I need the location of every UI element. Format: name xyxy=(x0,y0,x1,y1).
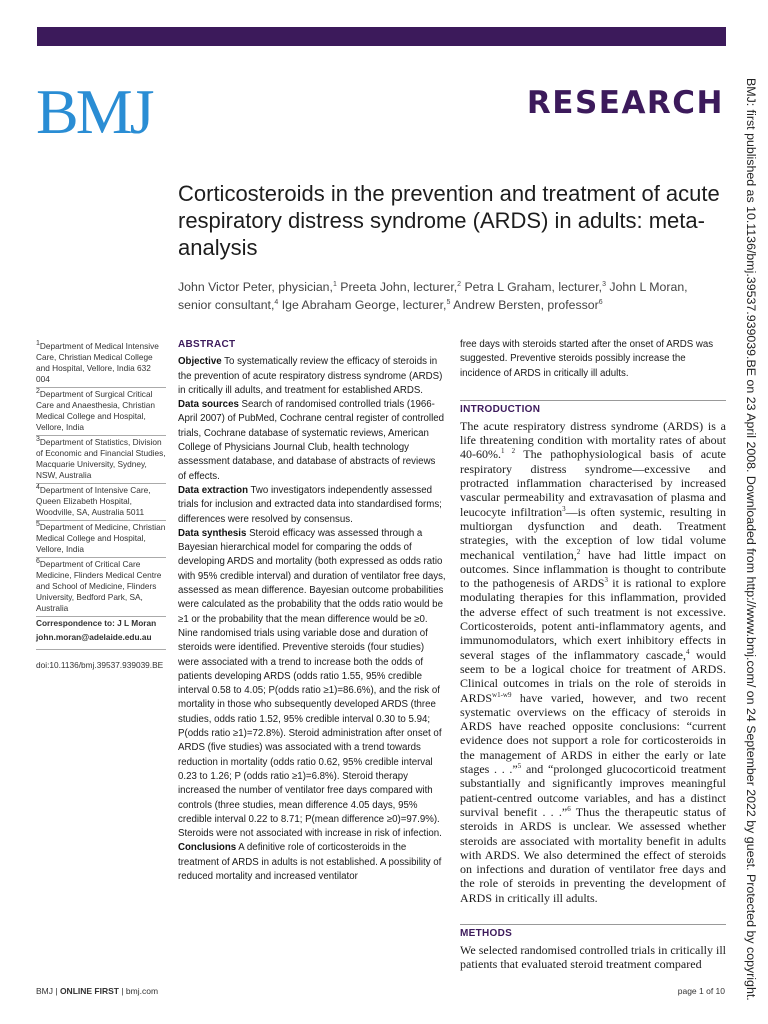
abstract-conclusions: Conclusions A definitive role of corticosteroids in the treatment of ARDS in adults is not established. A possibility of reduced mortality and increased ventilator xyxy=(178,842,442,882)
author: Preeta John, lecturer, xyxy=(336,280,458,294)
author-affil-ref: 2 xyxy=(457,280,462,288)
author-list xyxy=(178,278,708,314)
author-affil-ref: 1 xyxy=(332,280,337,288)
affiliations xyxy=(36,341,166,674)
author: Andrew Bersten, professor xyxy=(450,298,599,312)
header-bar xyxy=(37,27,726,46)
introduction-body: The acute respiratory distress syndrome (ARDS) is a life threatening condition with mortality rates of about 40-60%.$^{1 2}$ The pathophysiological basis of acute respiratory distress syndrome—excessive and protracted inflammation characterised by increased vascular permeability and extravasation of plasma and leucocyte infiltration$^3$—is often systemic, resulting in multiorgan dysfunction and death. Treatment strategies, with the exception of low tidal volume mechanical ventilation,$^2$ have had little impact on outcomes. Since inflammation is thought to contribute to the pathogenesis of ARDS$^3$ it is rational to explore modulating therapies for this inflammation, provided the adverse effect of such treatment is not excessive. Corticosteroids, potent anti-inflammatory agents, and immunomodulators, which exert inhibitory effects in several stages of the inflammatory cascade,$^4$ would seem to be a logical choice for treatment of ARDS. Clinical outcomes in trials on the role of steroids in $ARDS^{w1-w9}$ have varied, however, and two recent systematic overviews on the efficacy of steroids in ARDS have reached opposite conclusions: “current evidence does not support a role for corticosteroids in the management of ARDS in either the early or late stages . . .”$^5$ and “prolonged glucocorticoid treatment substantially and significantly improves meaningful patient-centred outcome variables, and has a distinct survival benefit . . .”$^6$ Thus the therapeutic status of steroids in ARDS is unclear. We assessed whether steroids are associated with mortality benefit in adults with ARDS. We also determined the effect of steroids on infections and duration of ventilator free days and the role of steroids in preventing the development of ARDS in critically ill adults. xyxy=(460,418,727,905)
abstract-objective: Objective To systematically review the efficacy of steroids in the prevention of acute respiratory distress syndrome (ARDS) in critically ill adults, and treatment for established ARDS. xyxy=(178,356,443,396)
footer-journal: BMJ xyxy=(36,986,53,996)
methods-body: We selected randomised controlled trials in critically ill patients that evaluated steroid treatment compared xyxy=(460,942,726,972)
journal-logo: BMJ xyxy=(36,76,152,147)
affiliation: $^6$Department of Critical Care Medicine, Flinders Medical Centre and School of Medicine, Flinders University, Bedford Park, SA, Australia xyxy=(36,559,166,617)
side-note xyxy=(742,78,760,1001)
correspondence-email[interactable]: john.moran@adelaide.edu.au xyxy=(36,632,166,650)
side-note-text: BMJ: first published as 10.1136/bmj.39537.939039.BE on 23 April 2008. Downloaded from http://www.bmj.com/ on 24 September 2022 by guest. Protected by copyright. xyxy=(744,78,758,1001)
section-label: RESEARCH xyxy=(526,85,724,121)
footer-site-link[interactable]: bmj.com xyxy=(125,986,159,996)
footer-online-first: ONLINE FIRST xyxy=(59,986,119,996)
abstract xyxy=(178,338,446,884)
methods-heading: METHODS xyxy=(460,924,726,939)
affiliation: $^3$Department of Statistics, Division of Economic and Financial Studies, Macquarie University, Sydney, NSW, Australia xyxy=(36,437,166,484)
page-number: page 1 of 10 xyxy=(677,986,725,996)
abstract-data-synthesis: Data synthesis Steroid efficacy was assessed through a Bayesian hierarchical model for comparing the odds of developing ARDS and mortality (both expressed as odds ratio with 95% credible interval) and duration of ventilator free days, assessed as mean difference. Bayesian outcome probabilities were calculated as the probability that the odds ratio would be ≥1 or the probability that the mean difference would be ≥0. Nine randomised trials using variable dose and duration of steroids were identified. Preventive steroids (four studies) were associated with a trend to increase both the odds of patients developing ARDS (odds ratio 1.55, 95% credible interval 0.58 to 4.05; P(odds ratio ≥1)=86.6%), and the risk of mortality in those who subsequently developed ARDS (three studies, odds ratio 1.52, 95% credible interval 0.30 to 5.94; P(odds ratio ≥1)=72.8%). Steroid administration after onset of ARDS (five studies) was associated with a trend towards reduction in mortality (odds ratio 0.62, 95% credible interval 0.23 to 1.26; P (odds ratio ≥1)=6.8%). Steroid therapy increased the number of ventilator free days compared with controls (three studies, mean difference 4.05 days, 95% credible interval 0.22 to 8.71; P(mean difference ≥0)=97.9%). Steroids were not associated with increase in risk of infection. xyxy=(178,527,446,840)
author-affil-ref: 3 xyxy=(602,280,606,288)
abstract-data-extraction: Data extraction Two investigators independently assessed trials for inclusion and extracted data into standardised forms; differences were resolved by consensus. xyxy=(178,484,442,525)
right-column xyxy=(460,338,726,972)
affiliation: $^1$Department of Medical Intensive Care, Christian Medical College and Hospital, Vellore, India 632 004 xyxy=(36,341,166,388)
author: Ige Abraham George, lecturer, xyxy=(278,298,447,312)
author: John Victor Peter, physician, xyxy=(178,280,333,294)
introduction-heading: INTRODUCTION xyxy=(460,400,726,415)
abstract-heading: ABSTRACT xyxy=(178,339,236,350)
correspondence-label: Correspondence to: J L Moran xyxy=(36,618,157,628)
footer-left: BMJ | ONLINE FIRST | bmj.com xyxy=(36,986,159,996)
doi[interactable]: doi:10.1136/bmj.39537.939039.BE xyxy=(36,660,164,670)
author: John L Moran, senior consultant, xyxy=(178,280,688,312)
author-affil-ref: 4 xyxy=(274,298,279,306)
affiliation: $^5$Department of Medicine, Christian Medical College and Hospital, Vellore, India xyxy=(36,522,166,558)
abstract-data-sources: Data sources Search of randomised controlled trials (1966-April 2007) of PubMed, Cochrane central register of controlled trials, Cochrane database of systematic reviews, American College of Physicians Journal Club, health technology assessment database, and database of abstracts of reviews of effects. xyxy=(178,399,445,482)
author-affil-ref: 5 xyxy=(446,298,451,306)
author: Petra L Graham, lecturer, xyxy=(461,280,603,294)
affiliation: $^2$Department of Surgical Critical Care and Anaesthesia, Christian Medical College and Hospital, Vellore, India xyxy=(36,389,166,436)
author-affil-ref: 6 xyxy=(598,298,603,306)
article-title: Corticosteroids in the prevention and treatment of acute respiratory distress syndrome (ARDS) in adults: meta-analysis xyxy=(178,181,720,260)
abstract-continuation: free days with steroids started after the onset of ARDS was suggested. Preventive steroids possibly increase the incidence of ARDS in critically ill adults. xyxy=(460,339,714,379)
affiliation: $^4$Department of Intensive Care, Queen Elizabeth Hospital, Woodville, SA, Australia 5011 xyxy=(36,485,166,521)
